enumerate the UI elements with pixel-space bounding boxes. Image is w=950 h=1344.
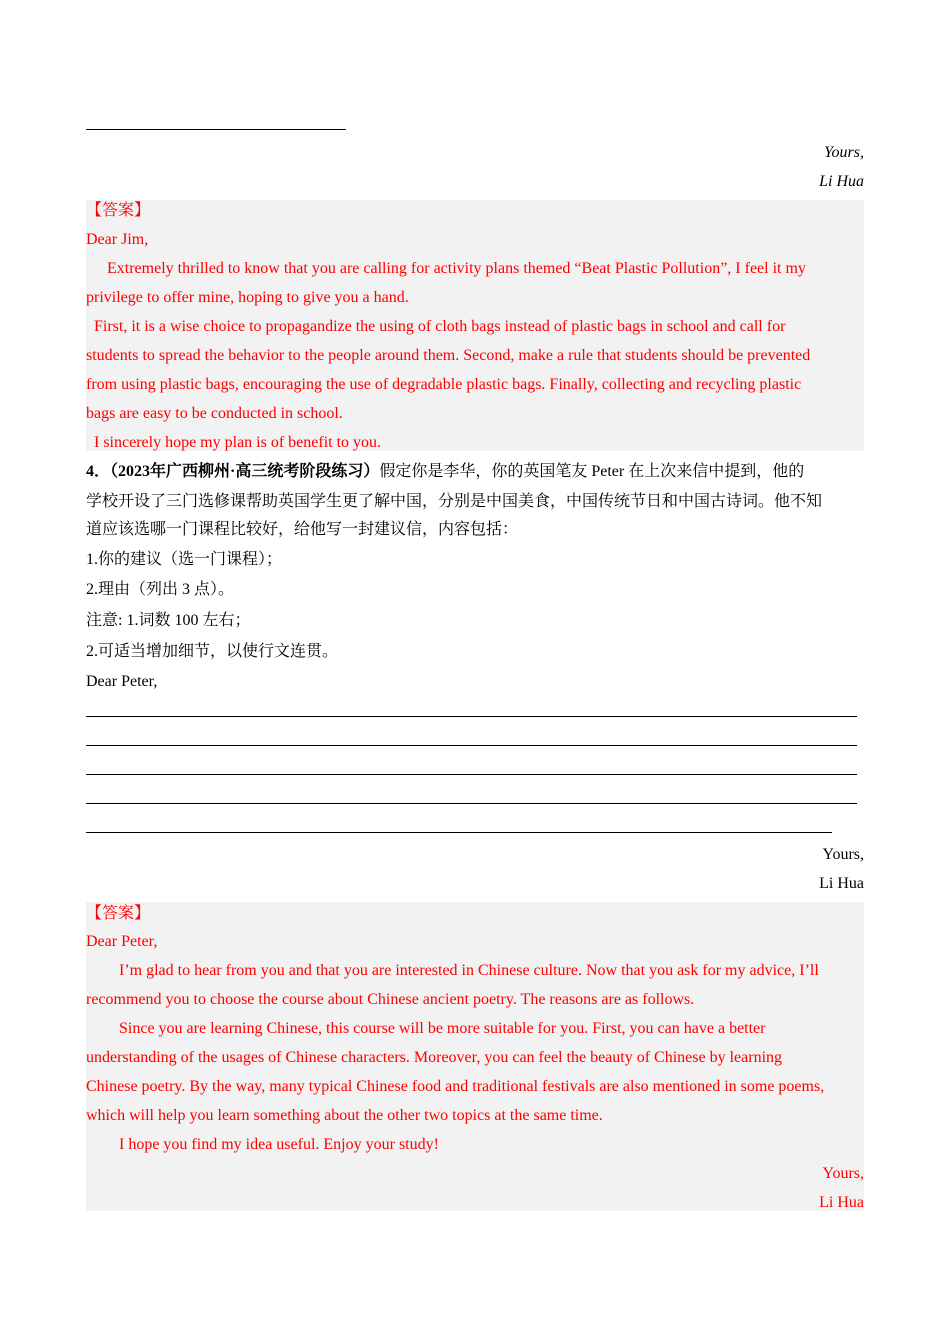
question-source: （2023年广西柳州·高三统考阶段练习） xyxy=(110,463,380,480)
answer-line: students to spread the behavior to the people around them. Second, make a rule that students should be prevented xyxy=(86,347,811,364)
closing: Yours, xyxy=(822,846,864,863)
answer-line: privilege to offer mine, hoping to give you a hand. xyxy=(86,289,409,306)
writing-line xyxy=(86,716,857,717)
question-prompt: 道应该选哪一门课程比较好，给他写一封建议信，内容包括： xyxy=(86,521,519,538)
answer-line: from using plastic bags, encouraging the use of degradable plastic bags. Finally, collecting and recycling plastic xyxy=(86,376,802,393)
answer-line: I’m glad to hear from you and that you are interested in Chinese culture. Now that you ask for my advice, I’ll xyxy=(119,962,819,979)
answer-salutation: Dear Peter, xyxy=(86,933,158,950)
answer-line: bags are easy to be conducted in school. xyxy=(86,405,343,422)
answer-line: Chinese poetry. By the way, many typical Chinese food and traditional festivals are also mentioned in some poems, xyxy=(86,1078,825,1095)
signature: Li Hua xyxy=(819,173,864,190)
answer-line: First, it is a wise choice to propagandize the using of cloth bags instead of plastic bags in school and call for xyxy=(94,318,786,335)
answer-label: 【答案】 xyxy=(86,905,151,922)
writing-line xyxy=(86,129,346,130)
answer-line: Since you are learning Chinese, this course will be more suitable for you. First, you can have a better xyxy=(119,1020,766,1037)
closing: Yours, xyxy=(824,144,864,161)
writing-line xyxy=(86,745,857,746)
answer-line: I sincerely hope my plan is of benefit to you. xyxy=(94,434,382,451)
answer-salutation: Dear Jim, xyxy=(86,231,149,248)
writing-line xyxy=(86,774,857,775)
answer-closing: Yours, xyxy=(822,1165,864,1182)
answer-line: understanding of the usages of Chinese characters. Moreover, you can feel the beauty of Chinese by learning xyxy=(86,1049,783,1066)
requirement-item: 2.理由（列出 3 点）。 xyxy=(86,581,235,598)
requirement-item: 1.你的建议（选一门课程）； xyxy=(86,551,283,568)
answer-signature: Li Hua xyxy=(819,1194,864,1211)
question-header xyxy=(86,462,804,482)
note-item: 注意: 1.词数 100 左右； xyxy=(86,612,251,629)
writing-line xyxy=(86,803,857,804)
answer-line: I hope you find my idea useful. Enjoy your study! xyxy=(119,1136,439,1153)
question-prompt: 假定你是李华，你的英国笔友 Peter 在上次来信中提到，他的 xyxy=(379,463,805,480)
writing-line xyxy=(86,832,832,833)
note-item: 2.可适当增加细节，以使行文连贯。 xyxy=(86,643,339,660)
question-number: 4． xyxy=(86,463,111,480)
signature: Li Hua xyxy=(819,875,864,892)
letter-salutation: Dear Peter, xyxy=(86,673,158,690)
answer-line: Extremely thrilled to know that you are calling for activity plans themed “Beat Plastic Pollution”, I feel it my xyxy=(107,260,806,277)
answer-label: 【答案】 xyxy=(86,202,151,219)
question-prompt: 学校开设了三门选修课帮助英国学生更了解中国，分别是中国美食，中国传统节日和中国古诗词。他不知 xyxy=(86,493,823,510)
answer-line: which will help you learn something about the other two topics at the same time. xyxy=(86,1107,603,1124)
answer-line: recommend you to choose the course about Chinese ancient poetry. The reasons are as follows. xyxy=(86,991,695,1008)
